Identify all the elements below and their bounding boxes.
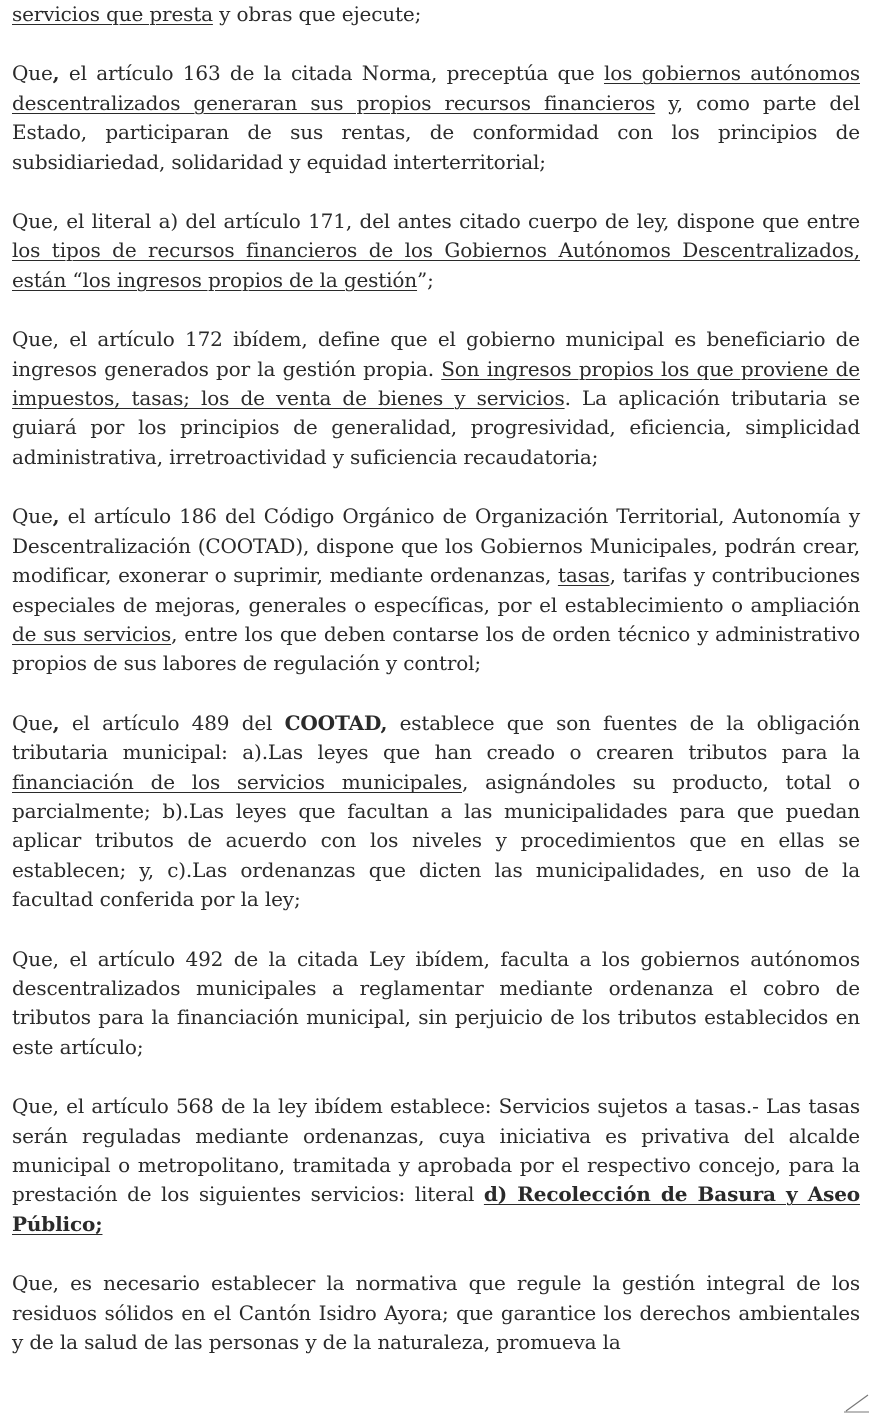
underlined-text: de sus servicios (12, 621, 172, 646)
underlined-text: los gobiernos autónomos descentralizados generaran sus propios recursos financieros (12, 61, 860, 115)
text-span: , tarifas y contribuciones especiales de mejoras, generales o específicas, por el establecimiento o ampliación (12, 563, 860, 617)
text-span: Que (12, 61, 53, 86)
text-span: Que (12, 504, 53, 529)
text-span: . La aplicación tributaria se guiará por los principios de generalidad, progresividad, eficiencia, simplicidad administrativa, irretroactividad y suficiencia recaudatoria; (12, 386, 860, 469)
underlined-text: financiación de los servicios municipales (12, 769, 463, 794)
paragraph-7 (12, 1092, 860, 1239)
underlined-text: los tipos de recursos financieros de los Gobiernos Autónomos Descentralizados, están “los ingresos propios de la gestión (12, 238, 860, 292)
text-span: y obras que ejecute; (212, 2, 422, 26)
text-span: Que (12, 710, 53, 735)
paragraph-3 (12, 325, 860, 472)
text-span: ”; (417, 267, 434, 292)
paragraph-6 (12, 945, 860, 1063)
underlined-text: Son ingresos propios los que proviene de impuestos, tasas; los de venta de bienes y servicios (12, 356, 860, 411)
paragraph-8 (12, 1269, 860, 1357)
underlined-text: servicios que presta (12, 2, 213, 26)
bold-underlined-text: d) Recolección de Basura y Aseo Público; (12, 1182, 860, 1236)
bold-text: , (52, 710, 60, 735)
text-span: , entre los que deben contarse los de orden técnico y administrativo propios de sus labores de regulación y control; (12, 621, 861, 676)
paragraph-5 (12, 709, 860, 915)
underlined-text: tasas (557, 563, 610, 588)
paragraph-2 (12, 207, 860, 295)
text-span: el artículo 163 de la citada Norma, preceptúa que (59, 61, 604, 86)
text-span: y, como parte del Estado, participaran de sus rentas, de conformidad con los principios de subsidiariedad, solidaridad y equidad interterritorial; (12, 90, 860, 174)
document-page (12, 0, 860, 1357)
text-span: Que, el artículo 172 ibídem, define que el gobierno municipal es beneficiario de ingresos generados por la gestión propia. (12, 327, 860, 381)
pen-stroke-icon (840, 1391, 870, 1413)
text-span: Que, es necesario establecer la normativa que regule la gestión integral de los residuos sólidos en el Cantón Isidro Ayora; que garantice los derechos ambientales y de la salud de las personas y de la naturaleza, promueva la (12, 1271, 860, 1355)
text-span: Que, el artículo 568 de la ley ibídem establece: Servicios sujetos a tasas.- Las tasas serán reguladas mediante ordenanzas, cuya iniciativa es privativa del alcalde municipal o metropolitano, tramitada y aprobada por el respectivo concejo, para la prestación de los siguientes servicios: literal (12, 1094, 860, 1207)
bold-text: , (52, 61, 60, 86)
text-span: establece que son fuentes de la obligación tributaria municipal: a).Las leyes que han creado o crearen tributos para la (12, 710, 860, 765)
text-span: , asignándoles su producto, total o parcialmente; b).Las leyes que facultan a las municipalidades para que puedan aplicar tributos de acuerdo con los niveles y procedimientos que en ellas se establecen; y, c).Las ordenanzas que dicten las municipalidades, en uso de la facultad conferida por la ley; (12, 769, 860, 912)
paragraph-4 (12, 502, 860, 678)
bold-text: COOTAD, (284, 710, 388, 735)
text-span: Que, el literal a) del artículo 171, del antes citado cuerpo de ley, dispone que entre (12, 209, 860, 234)
text-span: el artículo 186 del Código Orgánico de Organización Territorial, Autonomía y Descentralización (COOTAD), dispone que los Gobiernos Municipales, podrán crear, modificar, exonerar o suprimir, mediante ordenanzas, (12, 504, 860, 588)
text-span: Que, el artículo 492 de la citada Ley ibídem, faculta a los gobiernos autónomos descentralizados municipales a reglamentar mediante ordenanza el cobro de tributos para la financiación municipal, sin perjuicio de los tributos establecidos en este artículo; (12, 946, 860, 1059)
text-span: el artículo 489 del (59, 710, 285, 735)
bold-text: , (52, 504, 60, 529)
paragraph-1 (12, 59, 860, 177)
paragraph-0 (12, 0, 860, 29)
